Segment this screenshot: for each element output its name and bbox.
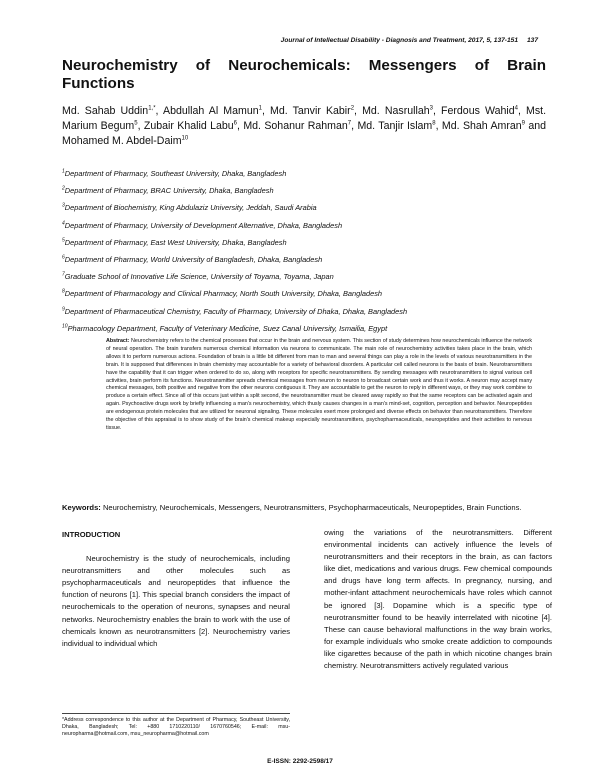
author bbox=[144, 120, 237, 132]
author-list: Md. Sahab Uddin$^{1,*}$, Abdullah Al Mamun$^1$, Md. Tanvir Kabir$^2$, Md. Nasrullah$^3$, Ferdous Wahid$^4$, Mst. Marium Begum$^5$, Zubair Khalid Labu$^6$, Md. Sohanur Rahman$^7$, Md. Tanjir Islam$^8$, Md. Shah Amran$^9$ and Mohamed M. Abdel-Daim$^{10}$ bbox=[62, 105, 547, 147]
abstract bbox=[106, 338, 532, 433]
affiliation-number: 6 bbox=[62, 254, 65, 261]
intro-paragraph-left: Neurochemistry is the study of neurochemicals, including neurotransmitters and other molecules such as psychopharmaceuticals and neuropeptides that influence the function of neurons [1]. This special branch considers the impact of neurochemicals to the operation of neurons, synapses and neural networks. Neurochemistry enables the brain to work with the use of chemicals known as neurotransmitters [2]. Neurochemistry varies individual to individual which bbox=[62, 554, 290, 648]
author-affiliation-marker: 10 bbox=[181, 135, 189, 142]
author-affiliation-marker: 2 bbox=[350, 105, 355, 112]
author-name: Mst. Marium Begum bbox=[62, 105, 547, 132]
abstract-text: Neurochemistry refers to the chemical processes that occur in the brain and nervous system. This section of study determines how neurochemicals influence the network of neural operation. The brain transfers numerous chemical information via neurons to communicate. The main role of neurochemistry activities takes place in the brain, which allows it to perform numerous actions. Foundation of brain is a little bit different from man to man and several things can play a role in the levels of various neurotransmitters in the brain. It is supposed that differences in brain chemistry may accountable for a variety of behavioral disorders. A particular cell called neurons is the basis of brain. Neurotransmitters have the capability that it can trigger when ordered to do so, along with receptors for specific neurotransmitters. By sending messages with neurotransmitters to signal various cell activities, brain perform its functions. Neurotransmitter spreads chemical messages from neuron to neuron to broadcast certain work and thus it works. A neuron may accept many chemical messages, both positive and negative from the other neurons contiguous it. They are accountable to get the neuron to reply in different ways, or they may work combine to produce a certain effect. Since all of this occurs just within a split second, the neurotransmitter must be cleared away rapidly so that the same receptors can be activated again and again. Psychoactive drugs work by briefly influencing a man's neurochemistry, which thusly causes changes in a man's mind-set, cognition, perception and behavior. Neuropeptides are endogenous protein molecules that are utilized for neuronal signaling. These molecules exert more prolonged and diverse effects on behavior than neurotransmitters. Therefore the objective of this appraisal is to show study of the brain's chemical makeup especially neurotransmitters, psychopharmaceuticals, neuropeptides and their activities to nervous tissue. bbox=[106, 338, 532, 431]
author-name: Md. Nasrullah bbox=[362, 105, 430, 117]
author-name: Md. Sohanur Rahman bbox=[243, 120, 348, 132]
intro-paragraph-right: owing the variations of the neurotransmitters. Different environmental incidents can actively influence the levels of neurotransmitters and their receptors in the brain, as can factors like diet, medications and various drugs. Few chemical compounds and drugs have long term affects. In pregnancy, nursing, and mother-infant attachment neurochemicals have roles which cannot be ignored [3]. Dopamine which is a specific type of neurotransmitter found to be heavily interrelated with nicotine [4]. These can cause behavioral malfunctions in the way brain works, for example individuals who smoke create addiction to compounds like cigarettes because of the path in which nicotine changes brain chemistry. Neurotransmitters actively regulated various bbox=[324, 528, 552, 671]
affiliation bbox=[62, 268, 546, 285]
affiliation-text: Pharmacology Department, Faculty of Veterinary Medicine, Suez Canal University, Ismailia, Egypt bbox=[67, 323, 388, 333]
section-heading: INTRODUCTION bbox=[62, 530, 121, 539]
author bbox=[243, 120, 351, 132]
affiliation-text: Department of Pharmacy, University of Development Alternative, Dhaka, Bangladesh bbox=[64, 220, 343, 230]
author-name: Md. Shah Amran bbox=[441, 120, 522, 132]
author-affiliation-marker: 1 bbox=[258, 105, 262, 112]
affiliation-number: 1 bbox=[62, 168, 65, 175]
author bbox=[62, 105, 156, 117]
affiliation-number: 9 bbox=[62, 306, 65, 313]
keywords-label: Keywords: bbox=[62, 503, 101, 512]
affiliation-text: Department of Pharmacy, World University of Bangladesh, Dhaka, Bangladesh bbox=[64, 254, 323, 264]
author-affiliation-marker: 7 bbox=[347, 120, 352, 127]
affiliation-number: 10 bbox=[62, 323, 68, 330]
author bbox=[362, 105, 433, 117]
affiliation-text: Department of Pharmacy, BRAC University, Dhaka, Bangladesh bbox=[64, 186, 274, 196]
correspondence-footnote: *Address correspondence to this author at the Department of Pharmacy, Southeast University, Dhaka, Bangladesh; Tel: +880 1710220110/ 1670760546; E-mail: msu-neuropharma@hotmail.com, msu_neuropharma@hotmail.com bbox=[62, 717, 290, 737]
journal-citation: Journal of Intellectual Disability - Diagnosis and Treatment, 2017, 5, 137-151 bbox=[280, 37, 518, 44]
author-name: Ferdous Wahid bbox=[441, 105, 515, 117]
author bbox=[441, 105, 518, 117]
author-name: Md. Sahab Uddin bbox=[62, 105, 149, 117]
page-number: 137 bbox=[526, 37, 538, 44]
affiliation bbox=[62, 285, 546, 302]
author-affiliation-marker: 4 bbox=[514, 105, 518, 112]
affiliation-number: 4 bbox=[62, 220, 65, 227]
author-name: Md. Tanvir Kabir bbox=[270, 105, 351, 117]
author-affiliation-marker: 6 bbox=[233, 120, 238, 127]
keywords-text: Neurochemistry, Neurochemicals, Messengers, Neurotransmitters, Psychopharmaceuticals, Neuropeptides, Brain Functions. bbox=[102, 503, 522, 512]
affiliation bbox=[62, 234, 546, 251]
author-affiliation-marker: 5 bbox=[134, 120, 138, 127]
affiliation-text: Graduate School of Innovative Life Science, University of Toyama, Toyama, Japan bbox=[64, 272, 334, 282]
article-title: Neurochemistry of Neurochemicals: Messengers of Brain Functions bbox=[62, 57, 546, 92]
affiliation-number: 7 bbox=[62, 271, 65, 278]
author bbox=[62, 135, 188, 147]
right-column bbox=[324, 527, 552, 672]
author-affiliation-marker: 9 bbox=[521, 120, 525, 127]
author bbox=[270, 105, 354, 117]
affiliation-text: Department of Pharmaceutical Chemistry, Faculty of Pharmacy, University of Dhaka, Dhaka, Bangladesh bbox=[64, 306, 408, 316]
author-affiliation-marker: 3 bbox=[429, 105, 433, 112]
author bbox=[163, 105, 262, 117]
author-affiliation-marker: 1,* bbox=[148, 105, 156, 112]
affiliation-number: 8 bbox=[62, 288, 65, 295]
author-name: Mohamed M. Abdel-Daim bbox=[62, 135, 182, 147]
affiliation bbox=[62, 199, 546, 216]
author bbox=[357, 120, 435, 132]
affiliation bbox=[62, 303, 546, 320]
eissn-footer: E-ISSN: 2292-2598/17 bbox=[267, 758, 333, 765]
affiliation-number: 3 bbox=[62, 202, 65, 209]
affiliation bbox=[62, 217, 546, 234]
affiliation bbox=[62, 182, 546, 199]
footnote-divider bbox=[62, 713, 290, 714]
left-column bbox=[62, 529, 290, 650]
affiliation-number: 2 bbox=[62, 185, 65, 192]
affiliation-text: Department of Biochemistry, King Abdulaziz University, Jeddah, Saudi Arabia bbox=[64, 203, 317, 213]
affiliation-number: 5 bbox=[62, 237, 65, 244]
author-affiliation-marker: 8 bbox=[432, 120, 436, 127]
affiliation bbox=[62, 251, 546, 268]
affiliation-text: Department of Pharmacology and Clinical Pharmacy, North South University, Dhaka, Bangladesh bbox=[64, 289, 383, 299]
affiliation-list bbox=[62, 165, 546, 337]
affiliation-text: Department of Pharmacy, Southeast University, Dhaka, Bangladesh bbox=[64, 169, 287, 178]
keywords bbox=[62, 502, 546, 513]
author-name: Zubair Khalid Labu bbox=[143, 120, 234, 132]
abstract-label: Abstract: bbox=[106, 338, 130, 344]
author-name: Md. Tanjir Islam bbox=[357, 120, 433, 132]
author-name: Abdullah Al Mamun bbox=[163, 105, 259, 117]
affiliation-text: Department of Pharmacy, East West University, Dhaka, Bangladesh bbox=[64, 237, 287, 247]
affiliation bbox=[62, 165, 546, 182]
affiliation bbox=[62, 320, 546, 337]
author bbox=[442, 120, 525, 132]
